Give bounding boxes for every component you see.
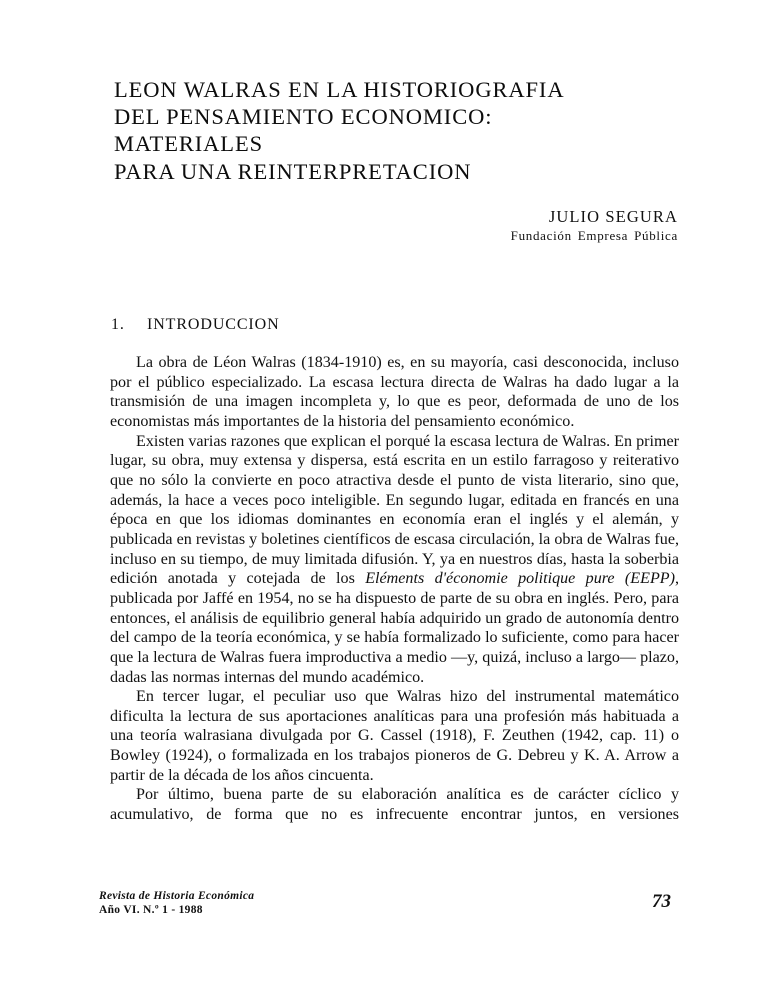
author-block — [511, 206, 678, 245]
page-title — [114, 76, 694, 185]
title-line-2: DEL PENSAMIENTO ECONOMICO: — [114, 104, 493, 130]
footer — [99, 890, 669, 917]
title-line-1: LEON WALRAS EN LA HISTORIOGRAFIA — [114, 77, 565, 102]
body-text — [110, 353, 679, 825]
page-number: 73 — [652, 891, 671, 912]
paragraph-3: En tercer lugar, el peculiar uso que Walras hizo del instrumental matemático dificulta la lectura de sus aportaciones analíticas para una profesión más habituada a una teoría walrasiana divulgada por G. Cassel (1918), F. Zeuthen (1942, cap. 11) o Bowley (1924), o formalizada en los trabajos pioneros de G. Debreu y K. A. Arrow a partir de la década de los años cincuenta. — [110, 688, 679, 784]
section-heading — [111, 316, 280, 334]
title-line-4: PARA UNA REINTERPRETACION — [114, 158, 472, 184]
paragraph-1: La obra de Léon Walras (1834-1910) es, en su mayoría, casi desconocida, incluso por el público especializado. La escasa lectura directa de Walras ha dado lugar a la transmisión de una imagen incompleta y, lo que es peor, deformada de uno de los economistas más importantes de la historia del pensamiento económico. — [110, 354, 679, 430]
footer-journal-name: Revista de Historia Económica — [99, 890, 255, 902]
section-title: INTRODUCCION — [147, 316, 280, 333]
author-affiliation: Fundación Empresa Pública — [510, 228, 678, 243]
author-name: JULIO SEGURA — [548, 207, 678, 226]
paragraph-4: Por último, buena parte de su elaboración analítica es de carácter cíclico y acumulativo, de forma que no es infrecuente encontrar juntos, en versiones — [110, 786, 679, 824]
paragraph-2: Existen varias razones que explican el porqué la escasa lectura de Walras. En primer lugar, su obra, muy extensa y dispersa, está escrita en un estilo farragoso y reiterativo que no sólo la convierte en poco atractiva desde el punto de vista literario, sino que, además, la hace a veces poco inteligible. En segundo lugar, editada en francés en una época en que los idiomas dominantes en economía eran el inglés y el alemán, y publicada en revistas y boletines científicos de escasa circulación, la obra de Walras fue, incluso en su tiempo, de muy limitada difusión. Y, ya en nuestros días, hasta la soberbia edición anotada y cotejada de los Eléments d'économie politique pure (EEPP), publicada por Jaffé en 1954, no se ha dispuesto de parte de su obra en inglés. Pero, para entonces, el análisis de equilibrio general había adquirido un grado de autonomía dentro del campo de la teoría económica, y se había formalizado lo suficiente, como para hacer que la lectura de Walras fuera improductiva a medio —y, quizá, incluso a largo— plazo, dadas las normas internas del mundo académico. — [110, 432, 679, 686]
title-line-3: MATERIALES — [114, 131, 263, 157]
section-number: 1. — [111, 316, 125, 333]
italic-work-title: Eléments d'économie politique pure (EEPP) — [365, 570, 675, 588]
footer-issue-info: Año VI. N.º 1 - 1988 — [99, 903, 203, 916]
